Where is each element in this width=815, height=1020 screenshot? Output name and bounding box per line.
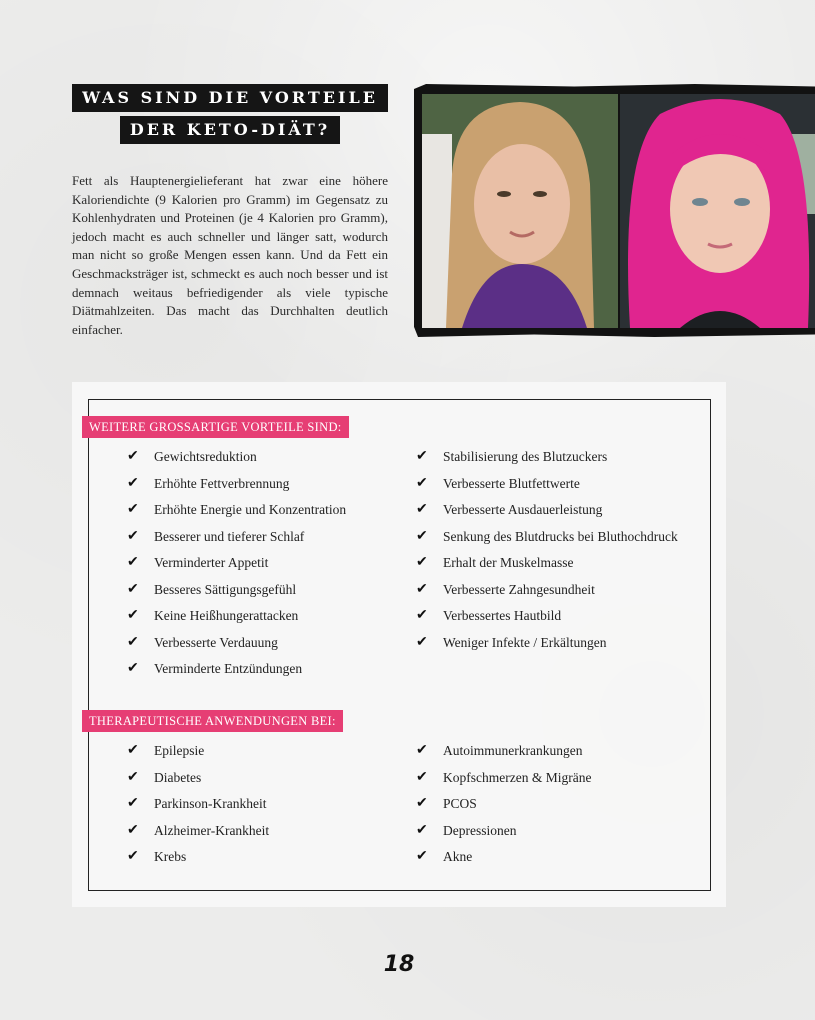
checkmark-icon: ✔ [416,528,428,544]
checkmark-icon: ✔ [127,796,139,811]
list-item-label: Verbessertes Hautbild [443,608,562,623]
page-heading [72,84,388,144]
benefits-list-left [127,447,346,686]
list-item-label: Senkung des Blutdrucks bei Bluthochdruck [443,528,678,544]
after-photo [620,94,815,328]
list-item [416,474,678,501]
checkmark-icon: ✔ [416,822,428,838]
list-item-label: Parkinson-Krankheit [154,796,267,811]
checkmark-icon: ✔ [127,634,139,650]
list-item-label: Erhalt der Muskelmasse [443,555,574,570]
checkmark-icon: ✔ [416,449,428,464]
list-item [127,768,269,795]
therapeutic-label: THERAPEUTISCHE ANWENDUNGEN BEI: [82,710,343,732]
list-item [127,847,269,874]
list-item [416,527,678,554]
list-item [127,527,346,554]
list-item [416,741,591,768]
therapeutic-list-right [416,741,591,874]
list-item [416,553,678,580]
checkmark-icon: ✔ [416,608,428,623]
list-item [127,553,346,580]
list-item [127,659,346,686]
list-item-label: Akne [443,849,473,864]
checkmark-icon: ✔ [127,608,139,623]
list-item-label: Verbesserte Ausdauerleistung [443,502,603,517]
checkmark-icon: ✔ [127,449,139,464]
list-item-label: Krebs [154,849,187,864]
list-item-label: Epilepsie [154,743,205,758]
list-item-label: Weniger Infekte / Erkältungen [443,634,607,650]
checkmark-icon: ✔ [127,475,139,491]
list-item-label: Stabilisierung des Blutzuckers [443,449,608,464]
page-number: 18 [383,952,415,977]
list-item-label: Besseres Sättigungsgefühl [154,581,297,597]
before-photo [422,94,618,328]
list-item [416,606,678,633]
list-item-label: PCOS [443,796,477,811]
before-after-photo [414,84,815,337]
list-item-label: Keine Heißhungerattacken [154,608,299,623]
list-item [416,768,591,795]
list-item [416,633,678,660]
list-item-label: Verbesserte Zahngesundheit [443,581,595,597]
checkmark-icon: ✔ [416,796,428,811]
list-item-label: Kopfschmerzen & Migräne [443,769,592,785]
list-item-label: Besserer und tieferer Schlaf [154,528,305,544]
checkmark-icon: ✔ [127,661,139,676]
intro-paragraph: Fett als Hauptenergielieferant hat zwar eine höhere Kaloriendichte (9 Kalorien pro Gramm) im Gegensatz zu Kohlenhydraten und Proteinen (je 4 Kalorien pro Gramm), jedoch macht es auch schneller und länger satt, wodurch man nicht so große Mengen essen kann. Und da Fett ein Geschmacksträger ist, schmeckt es auch noch besser und ist demnach weitaus befriedigender als viele typische Diätmahlzeiten. Das macht das Durchhalten deutlich einfacher. [72,173,388,337]
list-item [127,580,346,607]
list-item [127,474,346,501]
checkmark-icon: ✔ [416,555,428,570]
checkmark-icon: ✔ [127,743,139,758]
therapeutic-list-left [127,741,269,874]
checkmark-icon: ✔ [416,502,428,517]
list-item-label: Autoimmunerkrankungen [443,743,583,758]
benefits-label: WEITERE GROSSARTIGE VORTEILE SIND: [82,416,349,438]
list-item [127,794,269,821]
checkmark-icon: ✔ [127,581,139,597]
benefits-list-right [416,447,678,659]
list-item-label: Alzheimer-Krankheit [154,822,270,838]
list-item-label: Verminderter Appetit [154,555,269,570]
checkmark-icon: ✔ [416,849,428,864]
heading-line-2: DER KETO-DIÄT? [120,116,340,144]
checkmark-icon: ✔ [127,822,139,838]
list-item [416,580,678,607]
list-item-label: Depressionen [443,822,517,838]
list-item [127,741,269,768]
checkmark-icon: ✔ [416,634,428,650]
checkmark-icon: ✔ [127,528,139,544]
list-item-label: Verbesserte Blutfettwerte [443,475,580,491]
list-item-label: Gewichtsreduktion [154,449,257,464]
checkmark-icon: ✔ [416,475,428,491]
checkmark-icon: ✔ [127,769,139,785]
checkmark-icon: ✔ [416,581,428,597]
checkmark-icon: ✔ [127,555,139,570]
checkmark-icon: ✔ [416,743,428,758]
list-item [416,821,591,848]
list-item [416,847,591,874]
checkmark-icon: ✔ [127,502,139,517]
list-item [416,500,678,527]
list-item [127,606,346,633]
list-item-label: Erhöhte Energie und Konzentration [154,502,347,517]
list-item [127,500,346,527]
heading-line-1: WAS SIND DIE VORTEILE [72,84,388,112]
list-item [127,633,346,660]
list-item [127,447,346,474]
list-item [416,794,591,821]
list-item [127,821,269,848]
list-item-label: Verminderte Entzündungen [154,661,303,676]
checkmark-icon: ✔ [416,769,428,785]
list-item [416,447,678,474]
checkmark-icon: ✔ [127,849,139,864]
list-item-label: Verbesserte Verdauung [154,634,278,650]
list-item-label: Diabetes [154,769,202,785]
list-item-label: Erhöhte Fettverbrennung [154,475,290,491]
